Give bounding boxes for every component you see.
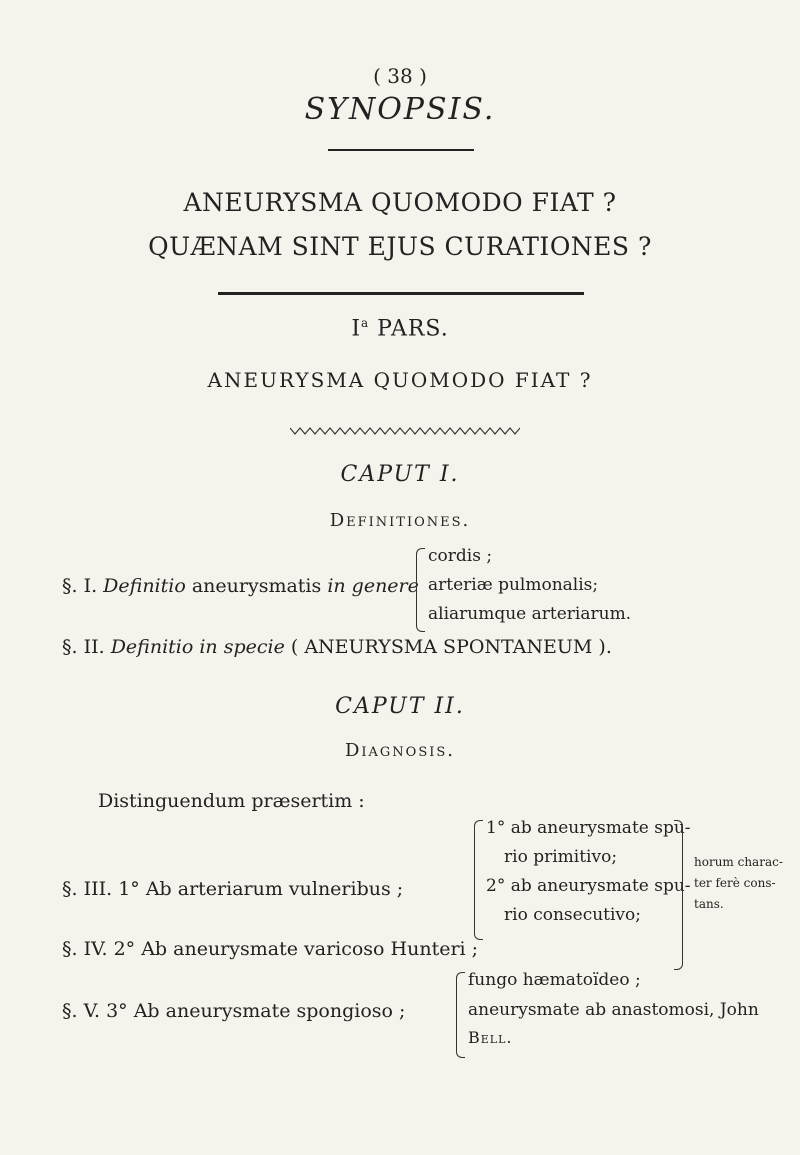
section-5-line [62, 1000, 405, 1022]
section-5-option-2: aneurysmate ab anastomosi, John [468, 1000, 759, 1020]
section-3-line [62, 878, 403, 900]
section-3-right-brace [674, 820, 683, 970]
section-5-option-1: fungo hæmatoïdeo ; [468, 970, 641, 990]
caput2-subtitle: Diagnosis. [344, 740, 456, 761]
section-3-note-2: ter ferè cons- [694, 876, 776, 890]
section-2-term: Definitio in specie [110, 636, 285, 658]
pars-superscript: a [361, 316, 370, 330]
diagnosis-intro: Distinguendum præsertim : [98, 790, 365, 812]
section-1-option-1: cordis ; [428, 546, 493, 566]
zigzag-divider [290, 426, 520, 436]
pars-heading [0, 316, 800, 341]
section-3-brace [474, 820, 483, 940]
section-1-line [62, 575, 419, 597]
section-4-number: §. IV. [62, 938, 108, 960]
caput1-title: CAPUT I. [340, 462, 460, 487]
section-4-line [62, 938, 478, 960]
section-3-option-3: 2° ab aneurysmate spu- [486, 876, 691, 896]
section-5-option-3: Bell. [468, 1028, 513, 1047]
synopsis-heading: SYNOPSIS. [304, 92, 496, 127]
page-number: ( 38 ) [373, 64, 427, 88]
section-1-option-3: aliarumque arteriarum. [428, 604, 632, 624]
section-5-text: 3° Ab aneurysmate spongioso ; [106, 1000, 406, 1022]
pars-number: I [351, 316, 362, 342]
pars-label: PARS. [377, 316, 449, 342]
section-1-text: aneurysmatis [191, 575, 322, 597]
section-5-number: §. V. [62, 1000, 101, 1022]
caput1-subtitle: Definitiones. [329, 510, 471, 531]
section-1-genere: in genere [327, 575, 419, 597]
section-3-note-1: horum charac- [694, 855, 783, 869]
section-1-option-2: arteriæ pulmonalis; [428, 575, 599, 595]
section-3-option-1: 1° ab aneurysmate spu- [486, 818, 691, 838]
section-4-text: 2° Ab aneurysmate varicoso Hunteri ; [113, 938, 479, 960]
pars-subtitle: ANEURYSMA QUOMODO FIAT ? [207, 368, 593, 392]
section-1-brace [416, 548, 425, 632]
long-rule [218, 292, 584, 295]
section-3-note-3: tans. [694, 897, 724, 911]
section-1-number: §. I. [62, 575, 98, 597]
caput2-title: CAPUT II. [335, 694, 465, 719]
short-rule [328, 149, 474, 151]
section-2-line [62, 636, 612, 658]
section-3-text: 1° Ab arteriarum vulneribus ; [118, 878, 404, 900]
section-3-number: §. III. [62, 878, 113, 900]
section-3-option-2: rio primitivo; [504, 847, 618, 867]
section-2-text: ( ANEURYSMA SPONTANEUM ). [290, 636, 612, 658]
main-title-2: QUÆNAM SINT EJUS CURATIONES ? [148, 232, 652, 261]
main-title-1: ANEURYSMA QUOMODO FIAT ? [183, 188, 617, 217]
section-2-number: §. II. [62, 636, 105, 658]
section-5-brace [456, 972, 465, 1058]
section-1-term: Definitio [103, 575, 186, 597]
section-3-option-4: rio consecutivo; [504, 905, 641, 925]
